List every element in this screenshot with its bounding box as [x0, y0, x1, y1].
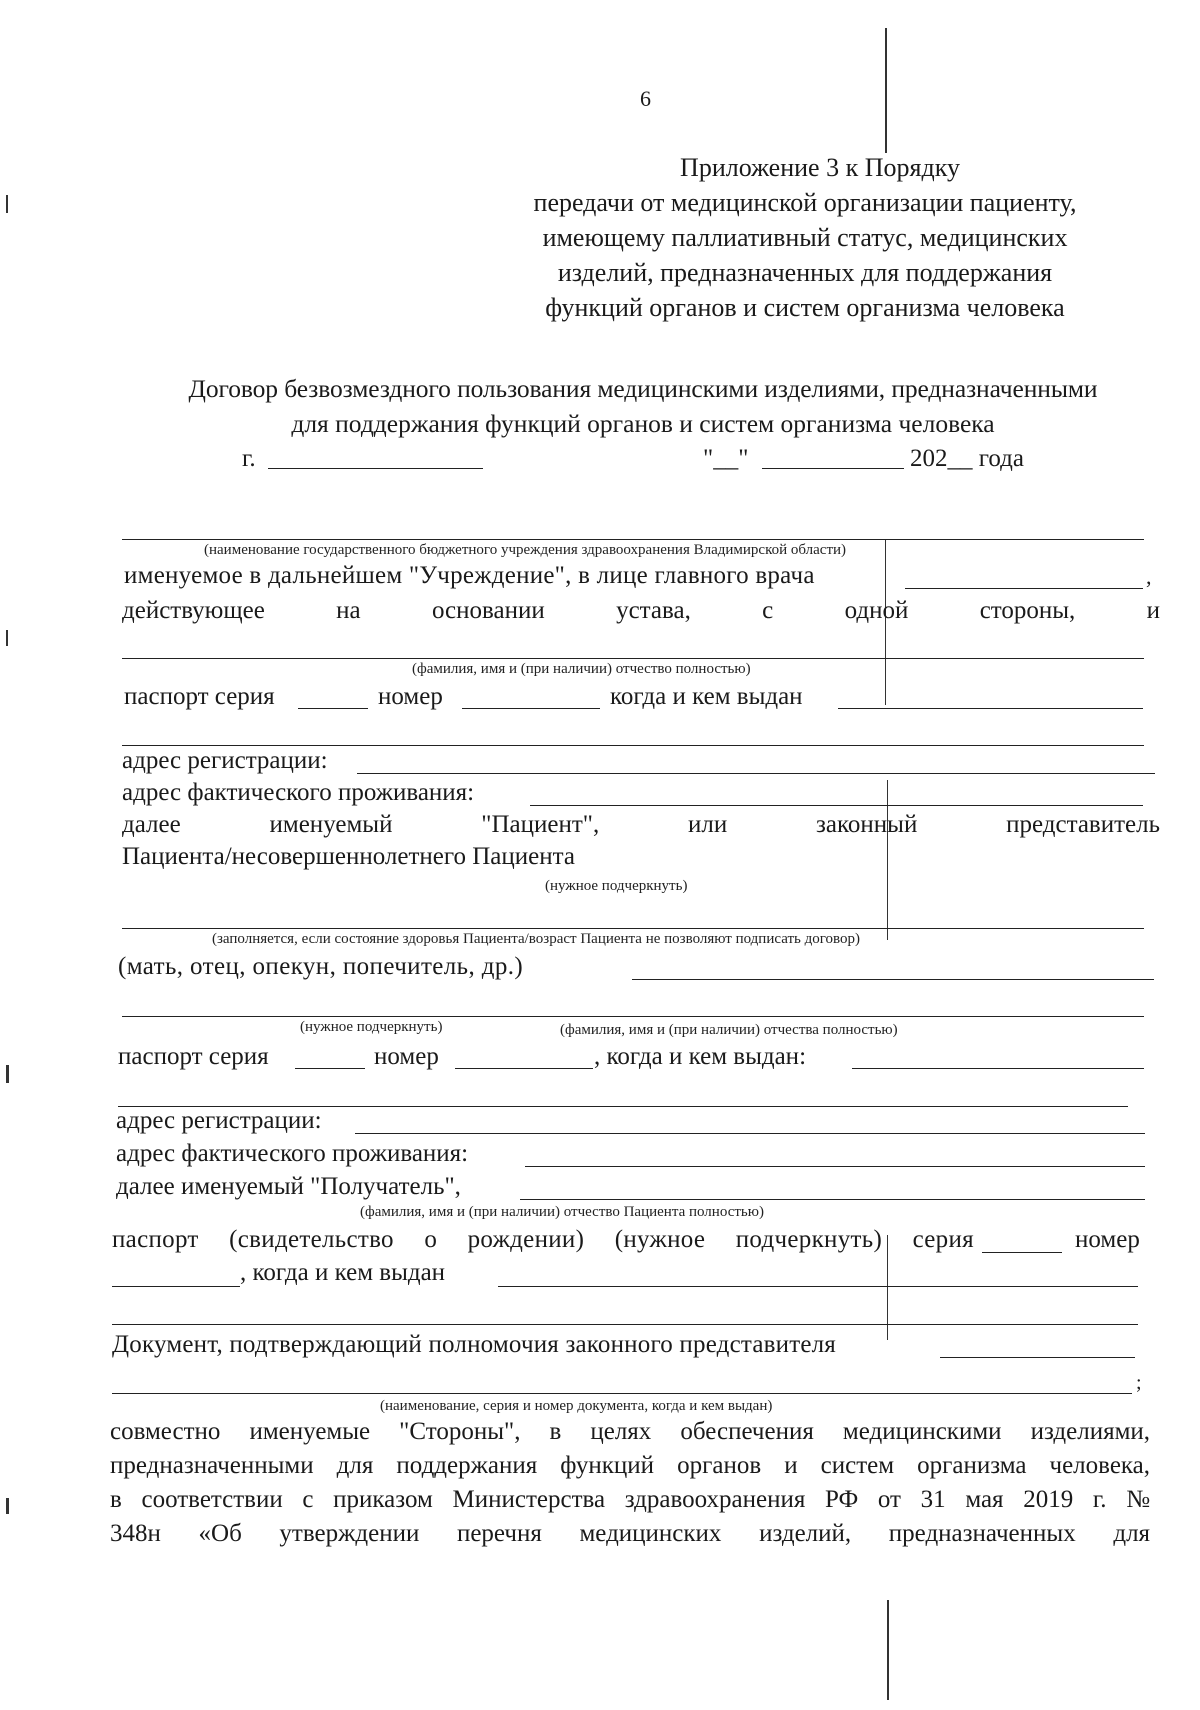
scan-mark [6, 195, 8, 213]
body-word: изделий, [759, 1520, 852, 1547]
further-named-line [122, 810, 1160, 840]
body-word: РФ [825, 1486, 859, 1513]
body-line-1 [110, 1417, 1150, 1447]
authority-doc-continuation[interactable] [112, 1393, 1132, 1394]
body-word: приказом [333, 1486, 433, 1513]
passport-issued-label-2: , когда и кем выдан: [594, 1043, 807, 1070]
passport-issued-field-2[interactable] [852, 1068, 1144, 1069]
acting-word: устава, [616, 597, 691, 624]
reg-address-label: адрес регистрации: [122, 747, 328, 774]
body-word: систем [820, 1452, 895, 1479]
actual-address-field-2[interactable] [525, 1166, 1145, 1167]
scan-mark [6, 630, 8, 646]
body-word: 31 [920, 1486, 946, 1513]
appendix-line-2: передачи от медицинской организации пациенту, [533, 188, 1077, 217]
place-field[interactable] [268, 468, 483, 469]
acting-word: действующее [122, 597, 265, 624]
birth-number-label: номер [1075, 1226, 1140, 1253]
appendix-line-3: имеющему паллиативный статус, медицинских [542, 223, 1068, 252]
birth-issued-label: , когда и кем выдан [240, 1259, 446, 1286]
passport-birth-word: о [424, 1226, 438, 1253]
body-word: предназначенных [888, 1520, 1076, 1547]
passport-number-label-2: номер [374, 1043, 439, 1070]
place-prefix: г. [242, 445, 256, 472]
comma: , [1146, 564, 1152, 589]
body-word: в [110, 1486, 122, 1513]
acting-word: основании [431, 597, 545, 624]
body-word: г. [1092, 1486, 1107, 1513]
further-word: "Пациент", [481, 811, 600, 838]
further-word: именуемый [269, 811, 393, 838]
acting-word: стороны, [979, 597, 1076, 624]
actual-address-field[interactable] [530, 805, 1143, 806]
passport-number-field-2[interactable] [455, 1068, 593, 1069]
further-word: законный [816, 811, 918, 838]
passport-birth-line [112, 1225, 974, 1255]
body-word: и [784, 1452, 798, 1479]
institution-named-line: именуемое в дальнейшем "Учреждение", в лице главного врача [124, 562, 815, 589]
representative-field[interactable] [122, 928, 1144, 929]
body-word: соответствии [141, 1486, 283, 1513]
body-word: «Об [198, 1520, 242, 1547]
acting-line [122, 596, 1160, 626]
body-word: перечня [456, 1520, 542, 1547]
acting-word: на [336, 597, 361, 624]
appendix-line-4: изделий, предназначенных для поддержания [557, 258, 1053, 287]
further-word: представитель [1006, 811, 1161, 838]
fio-patient-caption: (фамилия, имя и (при наличии) отчество Пациента полностью) [360, 1204, 764, 1220]
body-word: органов [677, 1452, 762, 1479]
passport-issued-field[interactable] [838, 708, 1143, 709]
birth-series-field[interactable] [982, 1252, 1062, 1253]
passport-birth-word: (свидетельство [229, 1226, 394, 1253]
reg-address-field-2[interactable] [355, 1133, 1145, 1134]
body-word: целях [590, 1418, 652, 1445]
body-word: именуемые [249, 1418, 371, 1445]
fio-caption-2: (фамилия, имя и (при наличии) отчества полностью) [560, 1022, 898, 1038]
body-word: от [877, 1486, 901, 1513]
doc-name-caption: (наименование, серия и номер документа, когда и кем выдан) [380, 1398, 773, 1414]
scan-fold-line [887, 780, 888, 940]
scan-fold-line [885, 28, 887, 153]
body-word: обеспечения [680, 1418, 814, 1445]
body-word: 2019 [1023, 1486, 1074, 1513]
body-word: здравоохранения [624, 1486, 806, 1513]
body-word: изделиями, [1030, 1418, 1151, 1445]
body-word: "Стороны", [399, 1418, 521, 1445]
document-title-line-2: для поддержания функций органов и систем организма человека [291, 409, 995, 438]
passport-birth-word: (нужное [614, 1226, 706, 1253]
semicolon: ; [1136, 1372, 1142, 1394]
passport-birth-word: серия [912, 1226, 974, 1253]
body-line-4 [110, 1519, 1150, 1549]
body-word: медицинскими [842, 1418, 1002, 1445]
passport-number-field[interactable] [462, 708, 600, 709]
recipient-field[interactable] [520, 1199, 1145, 1200]
body-word: медицинских [579, 1520, 722, 1547]
body-word: с [302, 1486, 314, 1513]
body-word: для [336, 1452, 374, 1479]
body-word: мая [965, 1486, 1004, 1513]
date-day: "__" [703, 445, 749, 472]
birth-number-field[interactable] [112, 1286, 240, 1287]
scan-fold-line [887, 1600, 889, 1700]
representative-fio-field[interactable] [122, 1016, 1144, 1017]
recipient-label: далее именуемый "Получатель", [116, 1173, 461, 1200]
body-word: в [549, 1418, 562, 1445]
acting-word: и [1146, 597, 1161, 624]
fio-caption: (фамилия, имя и (при наличии) отчество полностью) [412, 661, 751, 677]
body-word: Министерства [452, 1486, 606, 1513]
body-word: совместно [110, 1418, 221, 1445]
institution-caption: (наименование государственного бюджетного учреждения здравоохранения Владимирской области) [204, 542, 847, 558]
relatives-line: (мать, отец, опекун, попечитель, др.) [118, 953, 524, 980]
body-word: человека, [1049, 1452, 1151, 1479]
relatives-field[interactable] [632, 979, 1154, 980]
body-word: утверждении [279, 1520, 420, 1547]
passport-birth-word: подчеркнуть) [735, 1226, 883, 1253]
body-word: предназначенными [110, 1452, 314, 1479]
body-word: функций [560, 1452, 655, 1479]
underline-needed-caption-2: (нужное подчеркнуть) [300, 1019, 443, 1035]
appendix-line-1: Приложение 3 к Порядку [680, 153, 960, 182]
body-word: 348н [110, 1520, 161, 1547]
passport-series-field[interactable] [298, 708, 368, 709]
date-month-field[interactable] [762, 468, 904, 469]
appendix-line-5: функций органов и систем организма человека [545, 293, 1065, 322]
passport-birth-word: паспорт [112, 1226, 199, 1253]
body-word: для [1113, 1520, 1151, 1547]
underline-needed-caption: (нужное подчеркнуть) [545, 878, 688, 894]
passport-birth-word: рождении) [467, 1226, 585, 1253]
document-title-line-1: Договор безвозмездного пользования медицинскими изделиями, предназначенными [188, 374, 1098, 403]
passport-number-label: номер [378, 683, 443, 710]
body-line-3 [110, 1485, 1150, 1515]
passport-series-label: паспорт серия [124, 683, 275, 710]
reg-address-label-2: адрес регистрации: [116, 1107, 322, 1134]
birth-issued-field[interactable] [498, 1286, 1138, 1287]
date-year: 202__ года [910, 445, 1024, 472]
patient-fio-field[interactable] [122, 658, 1144, 659]
actual-address-label-2: адрес фактического проживания: [116, 1140, 469, 1167]
authority-doc-field[interactable] [940, 1357, 1135, 1358]
scan-mark [6, 1498, 9, 1514]
authority-doc-label: Документ, подтверждающий полномочия законного представителя [112, 1331, 836, 1358]
patient-minor-line: Пациента/несовершеннолетнего Пациента [122, 843, 575, 870]
further-word: или [688, 811, 728, 838]
body-word: организма [917, 1452, 1027, 1479]
reg-address-field[interactable] [357, 773, 1155, 774]
scan-mark [6, 1065, 9, 1083]
chief-doctor-field[interactable] [905, 588, 1143, 589]
passport-series-label-2: паспорт серия [118, 1043, 269, 1070]
actual-address-label: адрес фактического проживания: [122, 779, 475, 806]
page-number: 6 [640, 86, 651, 111]
birth-issued-continuation[interactable] [112, 1324, 1138, 1325]
acting-word: одной [844, 597, 909, 624]
institution-name-field[interactable] [122, 539, 1144, 540]
passport-series-field-2[interactable] [295, 1068, 365, 1069]
fill-condition-caption: (заполняется, если состояние здоровья Пациента/возраст Пациента не позволяют подписать договор) [212, 931, 860, 947]
passport-issued-label: когда и кем выдан [610, 683, 803, 710]
body-word: № [1126, 1486, 1151, 1513]
further-word: далее [122, 811, 181, 838]
body-word: поддержания [396, 1452, 538, 1479]
acting-word: с [762, 597, 774, 624]
body-line-2 [110, 1451, 1150, 1481]
